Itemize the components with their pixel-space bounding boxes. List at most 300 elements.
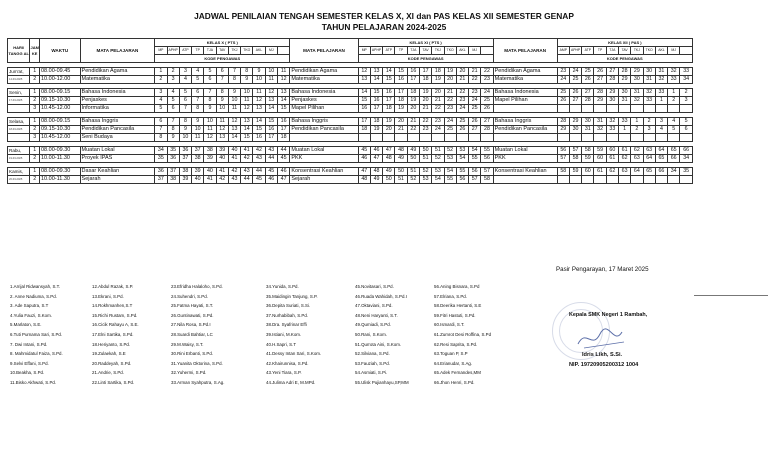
code-x-cell: 9 [204, 105, 216, 113]
code-xii-cell: 25 [582, 68, 594, 76]
supervisor-name: 51.Qurrota Aini, S.Kom. [355, 341, 402, 347]
code-xii-cell: 62 [631, 147, 643, 155]
code-x-cell: 12 [216, 126, 228, 134]
code-x-cell: 5 [204, 68, 216, 76]
subject-xii-cell: Bahasa Inggris [493, 118, 557, 126]
code-x-cell: 46 [277, 168, 289, 176]
signature-date: Pasir Pengarayan, 17 Maret 2025 [556, 266, 649, 273]
code-xii-cell: 28 [606, 76, 618, 84]
code-xii-cell: 64 [655, 147, 667, 155]
time-cell: 09.15-10.30 [40, 97, 81, 105]
code-x-cell: 38 [204, 147, 216, 155]
code-xii-cell: 32 [594, 126, 606, 134]
subject-xii-cell: Matematika [493, 76, 557, 84]
supervisor-name: 15.Richi Rustam, S.Pd. [92, 312, 138, 318]
subject-xii-cell [493, 105, 557, 113]
day-name: Rabu, [8, 147, 30, 155]
subject-xii-cell: Pendidikan Agama [493, 68, 557, 76]
code-x-cell: 36 [155, 168, 167, 176]
supervisor-name: 3. Ade Saputra, S.T [10, 303, 49, 309]
code-xi-cell: 24 [481, 89, 493, 97]
code-x-cell: 37 [192, 147, 204, 155]
code-xi-cell: 22 [469, 76, 481, 84]
code-x-cell: 12 [204, 134, 216, 142]
kelas-xii-class-header: APHP [569, 47, 581, 55]
code-x-cell: 6 [167, 105, 179, 113]
code-x-cell: 11 [192, 134, 204, 142]
supervisor-name: 33.Arman Syahputra, S.Ag. [171, 379, 225, 385]
code-xi-cell: 55 [444, 176, 456, 184]
supervisor-name: 27.Nila Rosa, S.Pd.I [171, 322, 211, 328]
code-x-cell: 44 [253, 168, 265, 176]
code-xi-cell: 45 [358, 147, 370, 155]
names-column-5 [355, 282, 409, 388]
code-xi-cell: 55 [481, 147, 493, 155]
table-row [8, 147, 693, 155]
code-x-cell: 8 [167, 126, 179, 134]
day-column-header: HARI/ TANGG AL [8, 39, 30, 63]
day-name: Selasa, [8, 118, 30, 126]
code-xi-cell: 51 [419, 155, 431, 163]
code-xii-cell: 63 [618, 168, 630, 176]
code-xi-cell: 24 [469, 97, 481, 105]
code-x-cell: 40 [192, 176, 204, 184]
subject-xi-cell: Mapel Pilihan [290, 105, 358, 113]
code-x-cell: 8 [192, 105, 204, 113]
time-cell: 10.45-12.00 [40, 134, 81, 142]
code-xii-cell: 2 [668, 97, 680, 105]
code-xii-cell: 5 [680, 118, 693, 126]
code-x-cell: 39 [216, 147, 228, 155]
code-xi-cell: 19 [370, 126, 382, 134]
code-x-cell: 14 [277, 97, 289, 105]
code-xi-cell [358, 134, 370, 142]
code-xi-cell: 16 [358, 105, 370, 113]
code-xi-cell: 54 [444, 168, 456, 176]
code-x-cell: 42 [216, 176, 228, 184]
code-xi-cell: 47 [358, 168, 370, 176]
code-x-cell: 42 [228, 168, 240, 176]
code-xii-cell: 63 [643, 147, 655, 155]
time-cell: 10.45-12.00 [40, 105, 81, 113]
code-xii-cell: 27 [569, 97, 581, 105]
code-xi-cell: 24 [432, 126, 444, 134]
code-xi-cell: 20 [456, 68, 468, 76]
code-xii-cell [557, 105, 569, 113]
supervisor-name: 58.Deerika Hertanti, S.E [434, 303, 482, 309]
code-xi-cell: 19 [383, 118, 395, 126]
code-x-cell: 13 [265, 97, 277, 105]
code-xii-cell: 30 [582, 118, 594, 126]
code-x-cell: 9 [179, 126, 191, 134]
code-xii-cell: 29 [594, 97, 606, 105]
code-x-cell: 9 [228, 89, 240, 97]
code-x-cell: 13 [216, 134, 228, 142]
code-x-cell: 4 [167, 89, 179, 97]
document-title: JADWAL PENILAIAN TENGAH SEMESTER KELAS X, XI dan PAS KELAS XII SEMESTER GENAP [194, 11, 574, 21]
code-x-cell: 11 [253, 89, 265, 97]
supervisor-name: 25.Fatma Hayati, S.T. [171, 303, 214, 309]
code-xii-cell: 32 [643, 89, 655, 97]
code-x-cell: 38 [192, 155, 204, 163]
time-cell: 09.15-10.30 [40, 126, 81, 134]
code-xii-cell: 34 [680, 155, 693, 163]
code-xi-cell [370, 134, 382, 142]
code-xii-cell: 32 [668, 68, 680, 76]
code-xi-cell: 20 [407, 105, 419, 113]
table-row [8, 76, 693, 84]
code-xi-cell: 56 [456, 176, 468, 184]
code-x-cell: 45 [277, 155, 289, 163]
code-x-cell: 10 [265, 68, 277, 76]
code-xii-cell [557, 134, 569, 142]
names-column-4 [266, 282, 321, 388]
signature-name: Idris Likh, S.Si. [582, 352, 623, 358]
code-xi-cell: 52 [407, 176, 419, 184]
subject-xii-cell [493, 176, 557, 184]
code-x-cell: 5 [179, 89, 191, 97]
kelas-xii-class-header: ATP [582, 47, 594, 55]
code-x-cell: 1 [155, 68, 167, 76]
code-xi-cell: 22 [419, 118, 431, 126]
supervisor-name: 38.Dra. Syafrinar Effi [266, 322, 307, 328]
supervisor-name: 19.Zulaekah, S.E [92, 351, 126, 357]
code-x-cell: 13 [277, 89, 289, 97]
supervisor-name: 7. Dwi Intani, S.Pd. [10, 341, 48, 347]
code-xi-cell: 18 [419, 76, 431, 84]
code-xii-cell: 25 [557, 89, 569, 97]
code-xii-cell: 61 [606, 155, 618, 163]
code-xii-cell: 29 [631, 68, 643, 76]
code-xii-cell [680, 176, 693, 184]
code-xi-cell: 23 [469, 89, 481, 97]
day-name: Jum'at, [8, 68, 30, 76]
code-xi-cell: 56 [469, 168, 481, 176]
kelas-xii-class-header: TKJ [631, 47, 643, 55]
code-xii-cell: 27 [594, 76, 606, 84]
code-xi-cell: 16 [395, 76, 407, 84]
code-x-cell: 43 [253, 155, 265, 163]
code-x-cell: 7 [155, 126, 167, 134]
code-x-cell: 42 [241, 155, 253, 163]
supervisor-name: 64.Erianudar, S.Ag. [434, 360, 473, 366]
supervisor-name: 5.Marlaton, S.E. [10, 322, 42, 328]
kelas-xi-group-header: KELAS XI ( PTS ) [358, 39, 493, 47]
code-xi-cell: 23 [432, 118, 444, 126]
code-xii-cell: 29 [618, 76, 630, 84]
code-xi-cell: 18 [395, 97, 407, 105]
code-xi-cell: 50 [395, 168, 407, 176]
subject-x-cell: Seni Budaya [80, 134, 155, 142]
code-x-cell: 16 [277, 118, 289, 126]
supervisor-name: 34.Yunida, S.Pd. [266, 284, 299, 289]
code-xii-cell [569, 134, 581, 142]
code-xi-cell: 55 [469, 155, 481, 163]
jam-cell: 1 [30, 68, 40, 76]
day-cell [8, 105, 30, 113]
code-xii-cell: 66 [668, 155, 680, 163]
code-xi-cell: 54 [469, 147, 481, 155]
code-x-cell: 11 [277, 68, 289, 76]
table-row [8, 105, 693, 113]
signature-scribble-icon [574, 324, 634, 354]
supervisor-name: 12.Abdul Razak, S.P. [92, 284, 134, 289]
code-xii-cell [643, 176, 655, 184]
code-xii-cell: 65 [643, 168, 655, 176]
code-xii-cell: 58 [582, 147, 594, 155]
code-xi-cell: 13 [370, 68, 382, 76]
kelas-xi-class-header: TP [395, 47, 407, 55]
code-x-cell: 15 [265, 118, 277, 126]
code-x-cell: 2 [155, 76, 167, 84]
kelas-xii-class-header: AMP [557, 47, 569, 55]
kelas-xi-class-header: ATP [383, 47, 395, 55]
supervisor-name: 35.Maidingin Tanjung, S.P. [266, 293, 318, 299]
code-xi-cell: 49 [395, 155, 407, 163]
code-x-cell: 6 [204, 76, 216, 84]
code-xi-cell: 19 [432, 76, 444, 84]
code-x-cell: 35 [155, 155, 167, 163]
kelas-x-class-header: TP [192, 47, 204, 55]
code-xi-cell: 21 [456, 76, 468, 84]
code-xi-cell: 24 [456, 105, 468, 113]
time-cell: 08.00-09.15 [40, 89, 81, 97]
jam-cell: 3 [30, 105, 40, 113]
kelas-x-class-header: APHP [167, 47, 179, 55]
code-x-cell: 7 [204, 89, 216, 97]
code-x-cell: 12 [265, 89, 277, 97]
subject-xii-cell [493, 134, 557, 142]
jam-cell: 2 [30, 76, 40, 84]
code-x-cell: 4 [155, 97, 167, 105]
code-xi-cell: 50 [407, 155, 419, 163]
code-xii-cell: 31 [618, 97, 630, 105]
code-xi-cell: 14 [370, 76, 382, 84]
code-xii-cell: 30 [618, 89, 630, 97]
code-xii-cell: 24 [557, 76, 569, 84]
code-x-cell: 10 [179, 134, 191, 142]
code-xi-cell: 58 [481, 176, 493, 184]
subject-xi-cell: Penjaskes [290, 97, 358, 105]
code-x-cell: 8 [179, 118, 191, 126]
code-x-cell: 15 [241, 134, 253, 142]
code-xii-cell: 23 [557, 68, 569, 76]
code-x-cell: 8 [241, 68, 253, 76]
code-x-cell: 3 [155, 89, 167, 97]
code-xi-cell: 25 [456, 118, 468, 126]
time-cell: 10.00-11.30 [40, 176, 81, 184]
code-xi-cell: 14 [358, 89, 370, 97]
day-date: 14-03-2025 [8, 76, 30, 84]
code-xii-cell: 66 [655, 168, 667, 176]
code-x-cell: 45 [265, 168, 277, 176]
kelas-x-class-header: TKJ [228, 47, 240, 55]
code-x-cell: 13 [228, 126, 240, 134]
code-xi-cell: 25 [444, 126, 456, 134]
time-cell: 08.00-09.30 [40, 168, 81, 176]
code-xii-cell [680, 105, 693, 113]
code-x-cell: 11 [204, 126, 216, 134]
supervisor-name: 61.Zumrot Desi Roffina, S.Pd [434, 331, 492, 337]
code-xii-cell: 2 [680, 89, 693, 97]
time-cell: 08.00-09.15 [40, 118, 81, 126]
code-xi-cell: 17 [395, 89, 407, 97]
supervisor-name: 66.Jhon Henri, S.Pd. [434, 379, 475, 385]
code-x-cell: 41 [204, 176, 216, 184]
code-x-cell: 5 [167, 97, 179, 105]
subject-xi-cell: Konsentrasi Keahlian [290, 168, 358, 176]
supervisor-name: 1.Arrijal Ridwansyah, S.T. [10, 284, 61, 289]
code-xii-cell: 26 [557, 97, 569, 105]
code-xii-cell: 1 [668, 89, 680, 97]
subject-xii-cell: PKK [493, 155, 557, 163]
jam-cell: 1 [30, 168, 40, 176]
code-x-cell: 9 [241, 76, 253, 84]
code-xi-cell: 26 [481, 105, 493, 113]
subject-xi-cell: PKK [290, 155, 358, 163]
code-x-cell: 18 [277, 134, 289, 142]
supervisor-name: 10.Beakha, S.Pd. [10, 370, 45, 376]
code-x-cell: 9 [253, 68, 265, 76]
code-xii-cell: 62 [618, 155, 630, 163]
document-subtitle: TAHUN PELAJARAN 2024-2025 [321, 22, 447, 32]
subject-x-cell: Pendidikan Agama [80, 68, 155, 76]
kelas-x-class-header-extra [277, 47, 289, 55]
schedule-table [7, 38, 693, 184]
supervisor-name: 8. Mahmidatul Faiza, S.Pd. [10, 351, 63, 357]
jam-cell: 2 [30, 176, 40, 184]
code-xii-cell: 28 [582, 97, 594, 105]
code-x-cell: 10 [204, 118, 216, 126]
code-xii-cell: 59 [569, 168, 581, 176]
code-xii-cell [557, 176, 569, 184]
code-x-cell: 8 [155, 134, 167, 142]
code-x-cell: 44 [265, 155, 277, 163]
code-xi-cell: 12 [358, 68, 370, 76]
code-xi-cell: 21 [444, 89, 456, 97]
code-xii-cell: 31 [594, 118, 606, 126]
code-xi-cell: 20 [395, 118, 407, 126]
code-x-cell: 7 [216, 76, 228, 84]
code-x-cell: 17 [277, 126, 289, 134]
code-xii-cell: 4 [655, 126, 667, 134]
kode-pengawas-xi: KODE PENGAWAS [358, 55, 493, 63]
code-xii-cell [655, 105, 667, 113]
code-xii-cell: 33 [655, 89, 667, 97]
code-xii-cell: 66 [680, 147, 693, 155]
code-x-cell: 6 [179, 97, 191, 105]
code-xi-cell: 21 [407, 118, 419, 126]
supervisor-name: 21.Andrie, S.Pd. [92, 370, 124, 376]
subject-xi-cell: Matematika [290, 76, 358, 84]
code-xi-cell [432, 134, 444, 142]
code-xi-cell: 17 [419, 68, 431, 76]
supervisor-name: 22.Linti Sartika, S.Pd. [92, 379, 135, 385]
code-xi-cell: 50 [419, 147, 431, 155]
supervisor-name: 53.Fauziah, S.Pd. [355, 360, 390, 366]
code-xii-cell: 2 [643, 118, 655, 126]
supervisor-name: 13.Ekrani, S.Pd. [92, 293, 124, 299]
time-cell: 08.00-09.30 [40, 147, 81, 155]
code-xii-cell: 64 [643, 155, 655, 163]
subject-xii-cell: Konsentrasi Keahlian [493, 168, 557, 176]
kelas-xii-class-header: AKL [655, 47, 667, 55]
code-x-cell: 10 [216, 105, 228, 113]
code-x-cell: 39 [204, 155, 216, 163]
code-x-cell: 40 [204, 168, 216, 176]
code-x-cell: 6 [216, 68, 228, 76]
code-xii-cell: 58 [569, 155, 581, 163]
code-xi-cell: 27 [469, 126, 481, 134]
code-xi-cell [481, 134, 493, 142]
subject-xii-cell: Mapel Pilihan [493, 97, 557, 105]
kelas-x-class-header: MJ [265, 47, 277, 55]
code-xii-cell: 29 [569, 118, 581, 126]
supervisor-name: 26.Guntinawati, S.Pd. [171, 312, 214, 318]
code-x-cell: 4 [179, 76, 191, 84]
subject-xi-cell: Bahasa Inggris [290, 118, 358, 126]
code-x-cell: 9 [216, 97, 228, 105]
code-xii-cell: 32 [606, 118, 618, 126]
supervisor-name: 14.Rokhmanhen,S.T [92, 303, 133, 309]
code-xii-cell [606, 134, 618, 142]
code-x-cell: 15 [253, 126, 265, 134]
supervisor-name: 57.Elriana, S.Pd. [434, 293, 467, 299]
code-xi-cell: 52 [419, 168, 431, 176]
code-x-cell: 3 [179, 68, 191, 76]
supervisor-name: 11.Bisko Akhwati, S.Pd. [10, 379, 57, 385]
code-xii-cell [618, 134, 630, 142]
code-x-cell: 47 [277, 176, 289, 184]
code-xi-cell: 53 [432, 168, 444, 176]
code-x-cell: 11 [265, 76, 277, 84]
jam-cell: 3 [30, 134, 40, 142]
code-xi-cell: 46 [358, 155, 370, 163]
code-xi-cell: 21 [432, 97, 444, 105]
code-xi-cell: 53 [419, 176, 431, 184]
code-xii-cell [618, 176, 630, 184]
code-xi-cell: 17 [407, 76, 419, 84]
code-xi-cell: 16 [407, 68, 419, 76]
code-x-cell: 39 [192, 168, 204, 176]
kelas-x-class-header: AKL [253, 47, 265, 55]
subject-x-cell: Matematika [80, 76, 155, 84]
table-row [8, 168, 693, 176]
code-x-cell: 13 [253, 105, 265, 113]
code-x-cell: 37 [179, 155, 191, 163]
subject-x-cell: Informatika [80, 105, 155, 113]
code-xi-cell: 47 [383, 147, 395, 155]
subject-x-cell: Pendidikan Pancasila [80, 126, 155, 134]
subject-x-cell: Muatan Lokal [80, 147, 155, 155]
code-x-cell: 8 [204, 97, 216, 105]
code-x-cell: 10 [228, 97, 240, 105]
code-xi-cell [383, 134, 395, 142]
mapel-xi-column-header: MATA PELAJARAN [290, 39, 358, 63]
supervisor-name: 18.Heriyanto, S.Pd. [92, 341, 131, 347]
code-xi-cell: 22 [444, 97, 456, 105]
code-xi-cell: 48 [358, 176, 370, 184]
code-x-cell: 15 [277, 105, 289, 113]
code-x-cell: 14 [253, 118, 265, 126]
signature-divider [694, 295, 768, 296]
code-x-cell: 3 [167, 76, 179, 84]
code-xii-cell: 27 [606, 68, 618, 76]
kelas-xi-class-header-extra [481, 47, 493, 55]
code-x-cell: 16 [265, 126, 277, 134]
code-xii-cell: 64 [631, 168, 643, 176]
code-xi-cell: 48 [370, 168, 382, 176]
